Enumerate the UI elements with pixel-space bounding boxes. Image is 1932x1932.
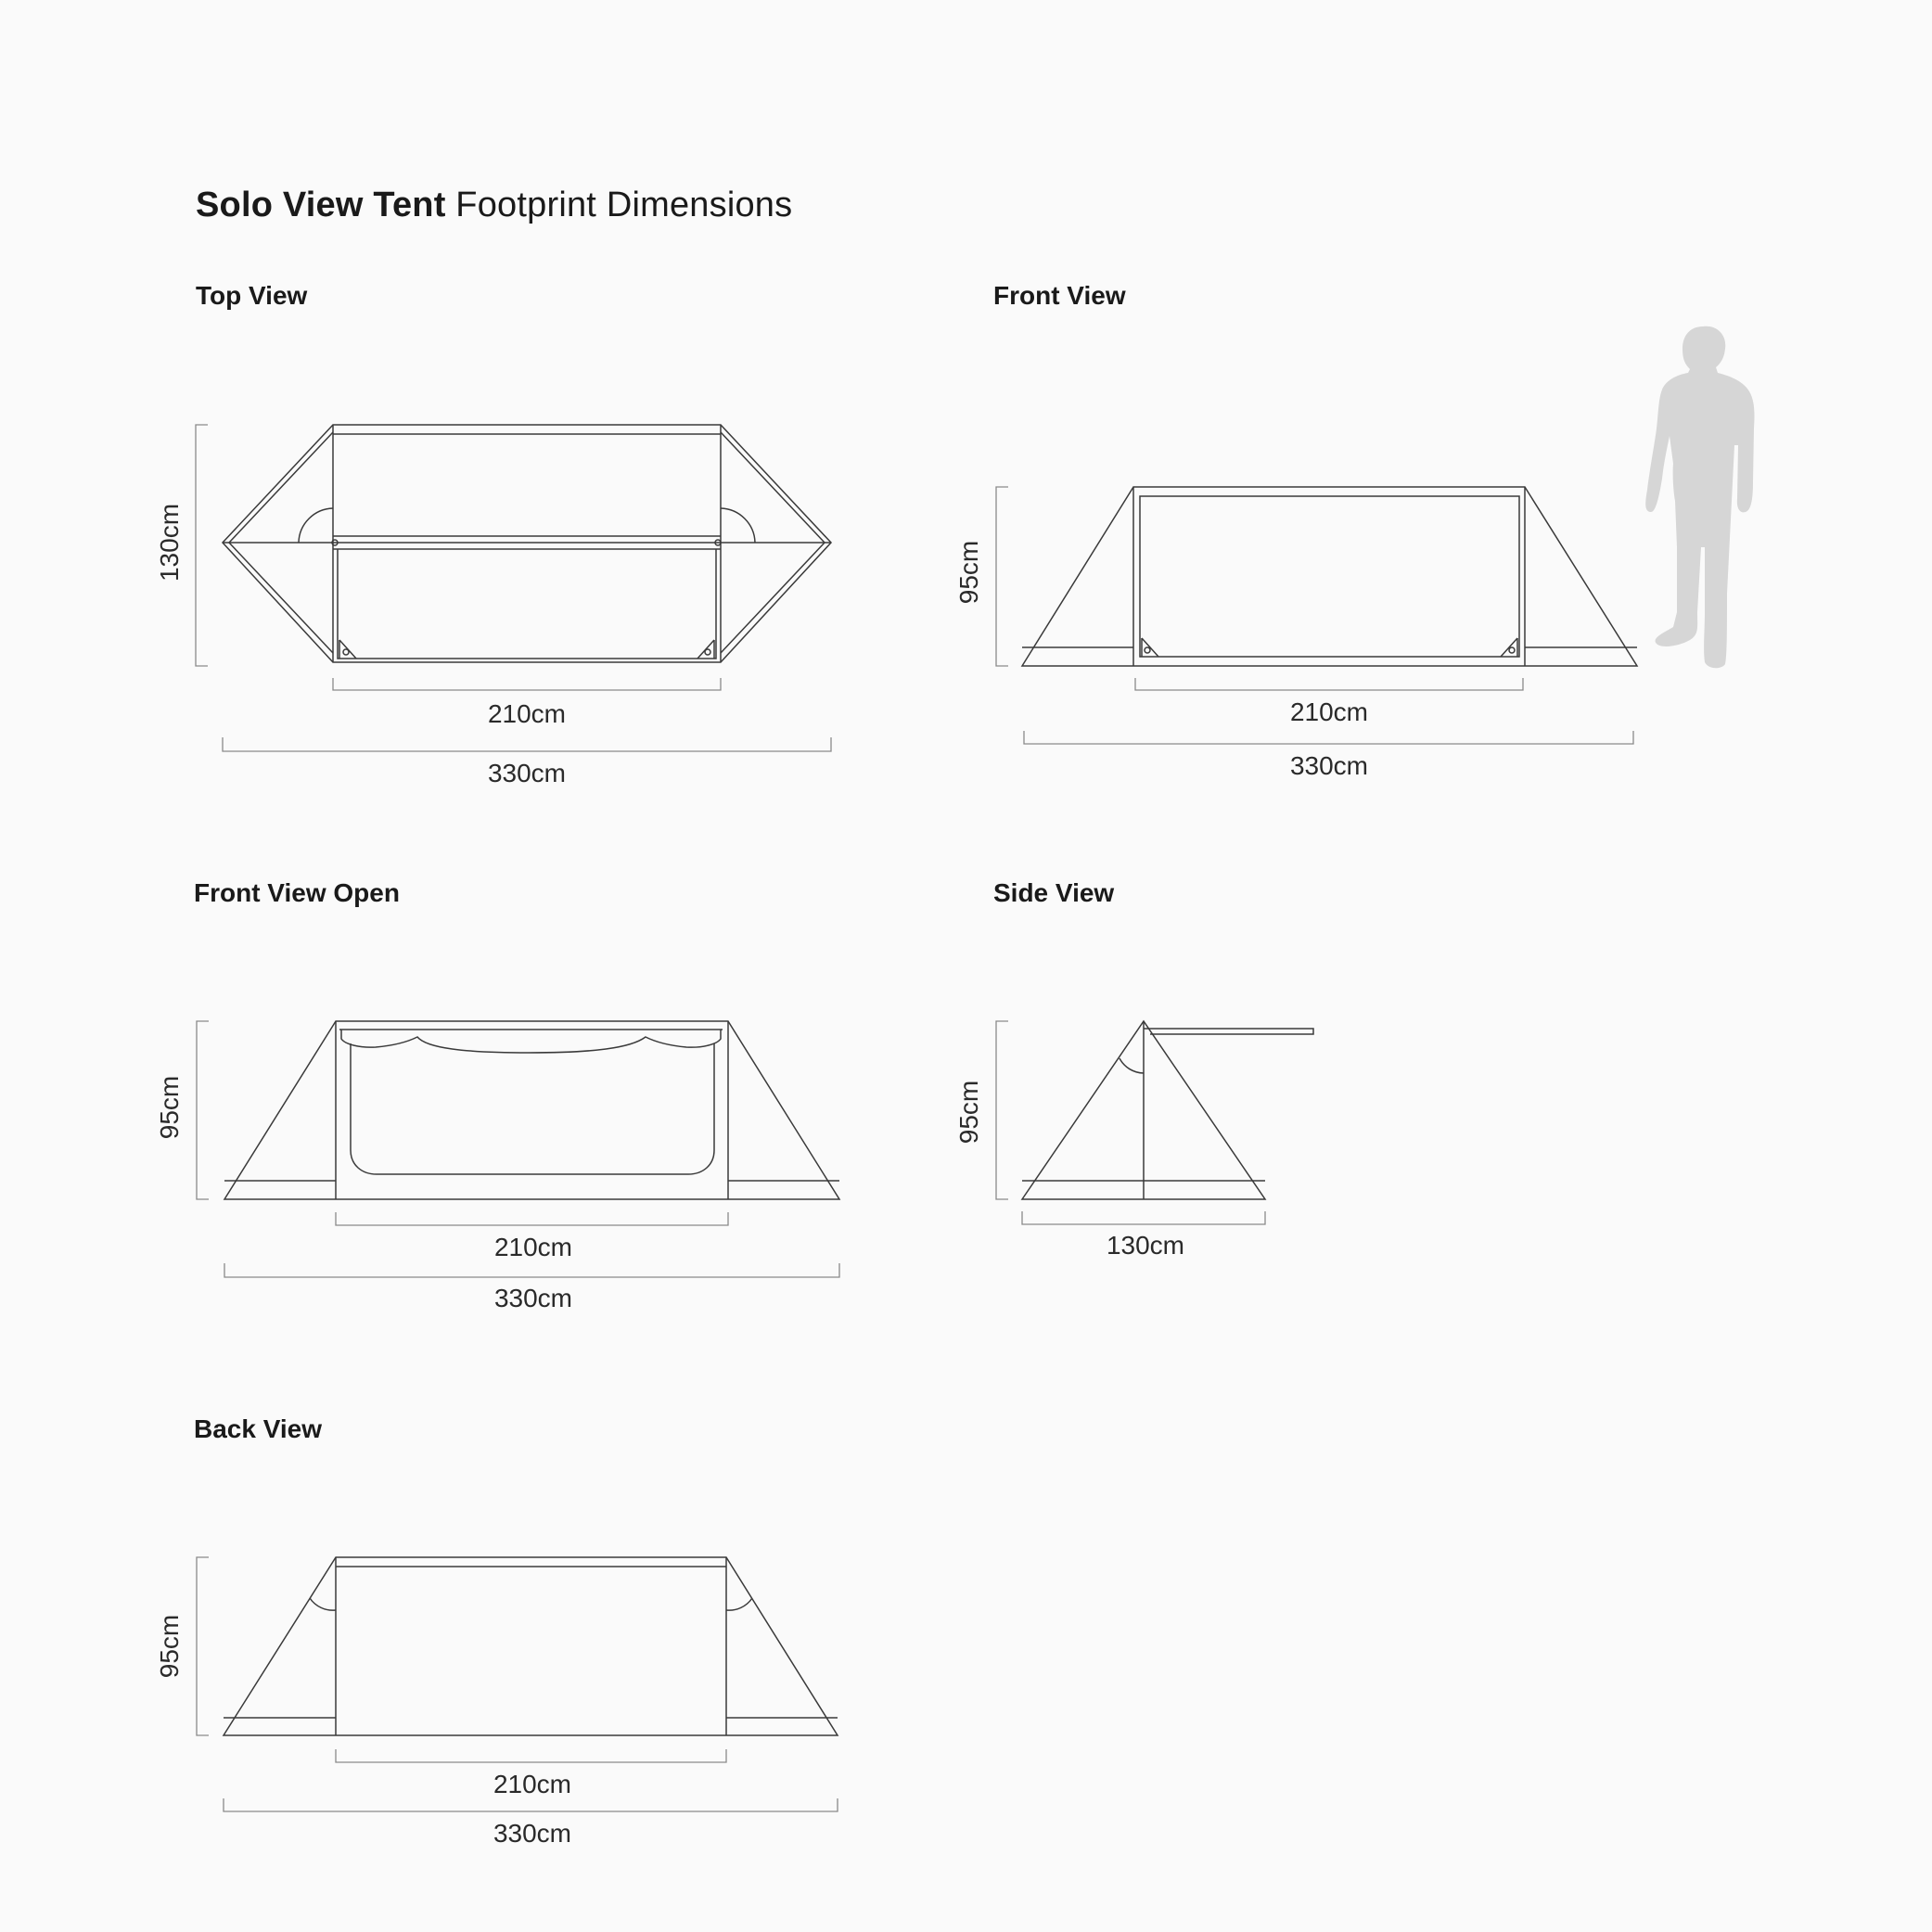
back-view-outer-width-label: 330cm xyxy=(493,1819,572,1848)
top-view-drawing xyxy=(223,425,831,662)
side-view-width-label: 130cm xyxy=(1106,1231,1185,1260)
person-silhouette xyxy=(1645,326,1754,668)
side-view-height-label: 95cm xyxy=(954,1080,983,1145)
front-view-open-height-label: 95cm xyxy=(155,1075,184,1140)
back-view-title: Back View xyxy=(194,1414,323,1443)
top-view-inner-width-label: 210cm xyxy=(487,699,567,728)
side-view-drawing xyxy=(1022,1021,1313,1199)
front-view-open-title: Front View Open xyxy=(194,878,400,907)
page-title-product: Solo View Tent xyxy=(196,186,446,224)
front-view-title: Front View xyxy=(993,281,1126,310)
top-view-height-label: 130cm xyxy=(155,503,184,582)
back-view-height-label: 95cm xyxy=(155,1614,184,1679)
back-view-drawing xyxy=(224,1557,838,1735)
front-view-drawing xyxy=(1022,487,1637,666)
back-view-inner-width-label: 210cm xyxy=(493,1770,572,1798)
top-view-outer-width-label: 330cm xyxy=(487,759,567,787)
page-title-subtitle: Footprint Dimensions xyxy=(445,186,793,224)
front-view-height-label: 95cm xyxy=(954,540,983,605)
front-view-open-outer-width-label: 330cm xyxy=(493,1284,573,1312)
front-view-outer-width-label: 330cm xyxy=(1289,751,1369,780)
front-view-open-drawing xyxy=(224,1021,839,1199)
top-view-title: Top View xyxy=(196,281,308,310)
side-view-dimensions xyxy=(996,1021,1265,1224)
side-view-title: Side View xyxy=(993,878,1115,907)
front-view-inner-width-label: 210cm xyxy=(1289,697,1369,726)
front-view-open-inner-width-label: 210cm xyxy=(493,1233,573,1261)
